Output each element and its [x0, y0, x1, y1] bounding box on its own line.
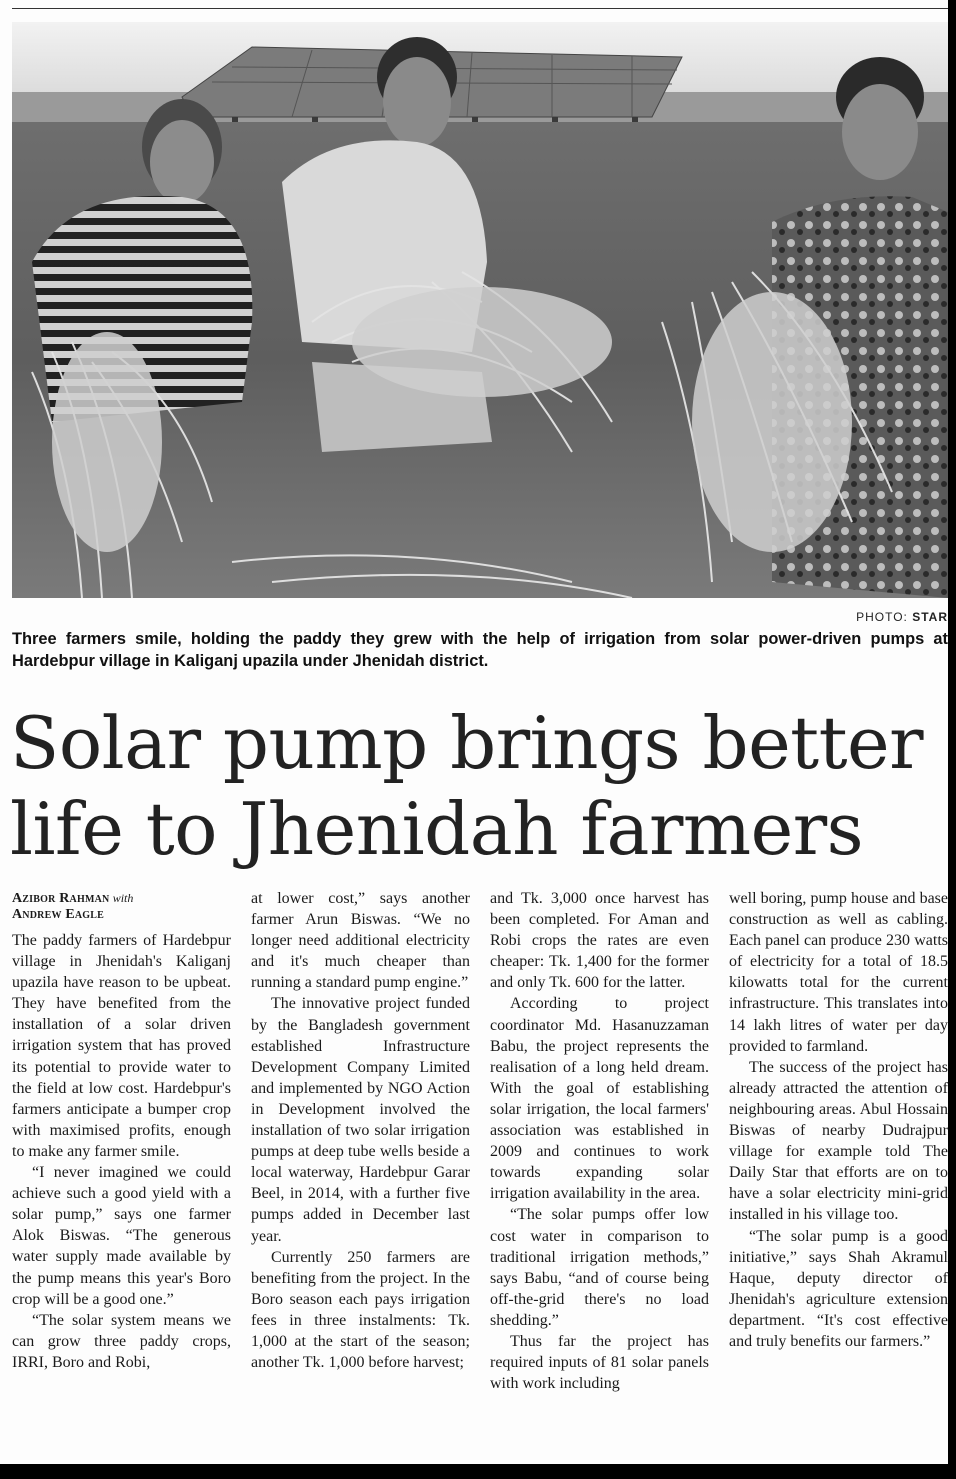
- top-rule: [12, 8, 948, 9]
- paragraph: The innovative project funded by the Bangladesh government established Infrastructure Development Company Limited and implemented by NGO Action in Development involved the installation of two solar irrigation pumps at deep tube wells beside a local waterway, Hardebpur Garar Beel, in 2014, with a further five pumps added in December last year.: [251, 995, 470, 1245]
- article-body: [12, 888, 948, 1464]
- farmers-photo-illustration: [12, 22, 948, 598]
- paragraph: According to project coordinator Md. Hasanuzzaman Babu, the project represents the realisation of a long held dream. With the goal of establishing solar irrigation, the local farmers' association was established in 2009 and continues to work towards expanding solar irrigation availability in the area.: [490, 995, 709, 1203]
- photo-credit-source: STAR: [912, 610, 948, 624]
- paragraph: The success of the project has already attracted the attention of neighbouring areas. Abul Hossain Biswas of nearby Dudrajpur village for example told The Daily Star that efforts are on to have a solar electricity mini-grid installed in his village too.: [729, 1058, 948, 1224]
- byline-author-2: Andrew Eagle: [12, 907, 105, 922]
- paragraph: well boring, pump house and base construction as well as cabling. Each panel can produce 230 watts of electricity for a total of 18.5 kilowatts total for the current infrastructure. This translates into 14 lakh litres of water per day provided to farmland.: [729, 890, 948, 1055]
- photo-credit-label: PHOTO:: [856, 610, 908, 624]
- photo-credit: [856, 610, 948, 624]
- headline: Solar pump brings better life to Jhenidah farmers: [10, 701, 924, 871]
- article-column-4: [729, 888, 948, 1464]
- article-column-2: [251, 888, 470, 1464]
- paragraph: and Tk. 3,000 once harvest has been completed. For Aman and Robi crops the rates are even cheaper: Tk. 1,400 for the former and only Tk. 600 for the latter.: [490, 890, 709, 992]
- news-photo: [12, 22, 948, 598]
- paragraph: Thus far the project has required inputs of 81 solar panels with work including: [490, 1332, 709, 1393]
- paragraph: Currently 250 farmers are benefiting from the project. In the Boro season each pays irrigation fees in three instalments: Tk. 1,000 at the start of the season; another Tk. 1,000 before harvest;: [251, 1248, 470, 1372]
- article-column-3: [490, 888, 709, 1464]
- photo-caption: Three farmers smile, holding the paddy they grew with the help of irrigation from solar power-driven pumps at Hardebpur village in Kaliganj upazila under Jhenidah district.: [12, 630, 948, 670]
- paragraph: “I never imagined we could achieve such a good yield with a solar pump,” says one farmer Alok Biswas. “The generous water supply made available by the pump means this year's Boro crop will be a good one.”: [12, 1164, 231, 1308]
- article-column-1: [12, 888, 231, 1464]
- byline-author-1: Azibor Rahman: [12, 891, 110, 906]
- paragraph: at lower cost,” says another farmer Arun Biswas. “We no longer need additional electricity and it's much cheaper than running a standard pump engine.”: [251, 890, 470, 992]
- paragraph: “The solar pumps offer low cost water in comparison to traditional irrigation methods,” says Babu, “and of course being off-the-grid there's no load shedding.”: [490, 1206, 709, 1329]
- paragraph: The paddy farmers of Hardebpur village in Jhenidah's Kaliganj upazila have reason to be upbeat. They have benefited from the installation of a solar driven irrigation system that has proved its potential to provide water to the field at low cost. Hardebpur's farmers anticipate a bumper crop with maximised profits, enough to make any farmer smile.: [12, 932, 231, 1160]
- paragraph: “The solar pump is a good initiative,” says Shah Akramul Haque, deputy director of Jhenidah's agriculture extension department. “It's cost effective and truly benefits our farmers.”: [729, 1227, 948, 1350]
- scan-edge: [0, 1464, 948, 1470]
- byline-with: with: [112, 891, 134, 905]
- byline: [12, 888, 231, 922]
- paragraph: “The solar system means we can grow three paddy crops, IRRI, Boro and Robi,: [12, 1311, 231, 1371]
